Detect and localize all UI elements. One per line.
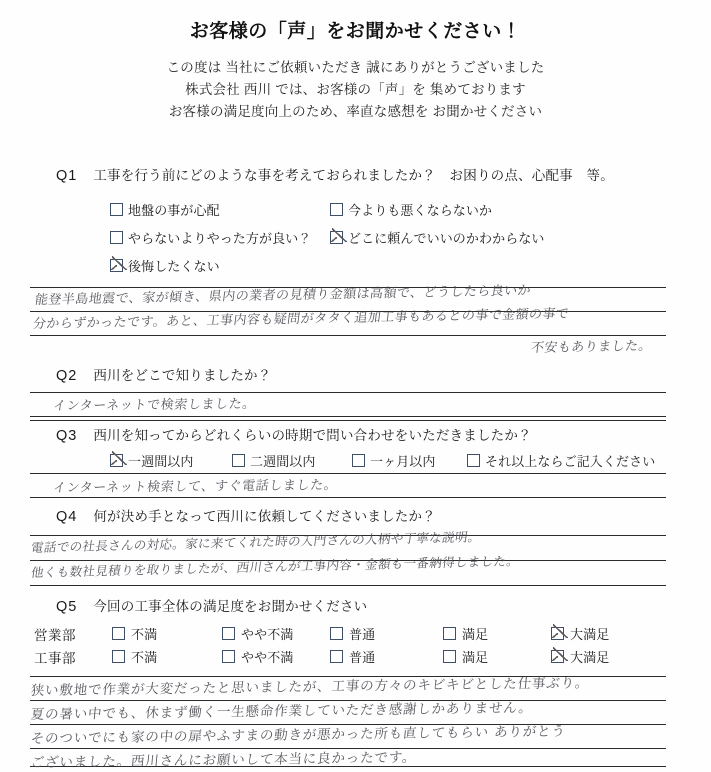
q4-handwritten-line-2: 他くも数社見積りを取りましたが、西川さんが工事内容・金額も一番納得しました。 [30, 553, 521, 581]
checkbox-icon[interactable] [467, 454, 480, 467]
question-q2 [56, 364, 271, 384]
rule-line [30, 473, 666, 474]
checkbox-icon[interactable] [443, 627, 456, 640]
rating-label: 普通 [349, 650, 376, 665]
checkbox-icon[interactable] [110, 203, 123, 216]
question-q4 [56, 505, 436, 525]
page-title: お客様の「声」をお聞かせください！ [189, 21, 522, 42]
rating-label: 不満 [131, 650, 158, 665]
q1-option-yattahouga[interactable] [110, 228, 311, 247]
q5-handwritten-line-2: 夏の暑い中でも、休まず働く一生懸命作業していただき感謝しかありません。 [30, 700, 534, 723]
q1-option-warukunaranaika[interactable] [330, 200, 492, 219]
rating-label: 大満足 [570, 627, 610, 642]
rating-label: やや不満 [241, 650, 294, 665]
q3-option-nishukan[interactable] [232, 451, 316, 470]
question-q3 [56, 424, 532, 444]
rating-label: 普通 [349, 627, 376, 642]
sales-rating-dai-manzoku[interactable] [551, 624, 661, 643]
q1-option-dokoni-tanomu[interactable] [330, 228, 545, 247]
construction-rating-dai-manzoku[interactable] [551, 647, 661, 666]
q1-option-label: 今よりも悪くならないか [348, 203, 493, 218]
header-subtitle-line-1: この度は 当社にご依頼いただき 誠にありがとうございました [166, 59, 545, 75]
q1-text: 工事を行う前にどのような事を考えておられましたか？ お困りの点、心配事 等。 [93, 168, 614, 183]
table-row [34, 622, 664, 645]
sales-rating-manzoku[interactable] [443, 624, 551, 643]
checkbox-checked-icon[interactable] [110, 454, 123, 467]
construction-rating-fuman[interactable] [112, 647, 222, 666]
rating-label: 不満 [131, 627, 158, 642]
checkbox-checked-icon[interactable] [330, 231, 343, 244]
question-q5 [56, 595, 367, 615]
q1-option-koukai-shitakunai[interactable] [110, 256, 220, 275]
rule-line [30, 585, 666, 586]
q2-text: 西川をどこで知りましたか？ [93, 368, 272, 383]
q2-handwritten-line-1: インターネットで検索しました。 [52, 396, 257, 414]
checkbox-checked-icon[interactable] [110, 259, 123, 272]
checkbox-icon[interactable] [222, 650, 235, 663]
q3-option-label: 一ヶ月以内 [370, 454, 436, 469]
q1-option-label: やらないよりやった方が良い？ [128, 231, 312, 246]
q1-handwritten-line-3: 不安もありました。 [530, 338, 653, 356]
q1-number: Q1 [56, 168, 78, 184]
checkbox-icon[interactable] [232, 454, 245, 467]
row-label-construction: 工事部 [34, 650, 76, 666]
checkbox-checked-icon[interactable] [551, 650, 564, 663]
checkbox-icon[interactable] [443, 650, 456, 663]
rating-label: 大満足 [570, 650, 610, 665]
rule-line [30, 420, 666, 421]
construction-rating-manzoku[interactable] [443, 647, 551, 666]
checkbox-icon[interactable] [112, 650, 125, 663]
q3-option-isshukan[interactable] [110, 451, 194, 470]
rating-label: やや不満 [241, 627, 294, 642]
checkbox-icon[interactable] [330, 650, 343, 663]
q4-text: 何が決め手となって西川に依頼してくださいましたか？ [93, 509, 436, 524]
header-subtitle-line-2: 株式会社 西川 では、お客様の「声」を 集めております [185, 81, 526, 97]
q3-text: 西川を知ってからどれくらいの時期で問い合わせをいただきましたか？ [93, 428, 532, 443]
sales-rating-yaya-fuman[interactable] [222, 624, 330, 643]
q3-number: Q3 [56, 428, 78, 444]
rating-label: 満足 [462, 627, 489, 642]
checkbox-icon[interactable] [330, 627, 343, 640]
document-header [0, 0, 711, 123]
q1-option-label: 地盤の事が心配 [128, 203, 220, 218]
sales-rating-futsuu[interactable] [330, 624, 443, 643]
header-subtitle-line-3: お客様の満足度向上のため、率直な感想を お聞かせください [168, 103, 543, 119]
q5-handwritten-line-3: そのついでにも家の中の扉やふすまの動きが悪かった所も直してもらい ありがとう [30, 723, 567, 747]
sales-rating-fuman[interactable] [112, 624, 222, 643]
q3-option-label: 一週間以内 [128, 454, 194, 469]
rating-label: 満足 [462, 650, 489, 665]
q5-number: Q5 [56, 599, 78, 615]
checkbox-icon[interactable] [352, 454, 365, 467]
construction-rating-futsuu[interactable] [330, 647, 443, 666]
satisfaction-table [34, 622, 664, 668]
q1-handwritten-line-2: 分からずかったです。あと、工事内容も疑問がタタく追加工事もあるとの事で金額の事で [32, 306, 571, 332]
checkbox-icon[interactable] [330, 203, 343, 216]
checkbox-icon[interactable] [112, 627, 125, 640]
q4-handwritten-line-1: 電話での社長さんの対応。家に来てくれた時の入門さんの人柄や丁寧な説明。 [30, 529, 482, 556]
q5-handwritten-line-4: ございました。西川さんにお願いして本当に良かったです。 [30, 749, 418, 771]
q3-option-label: それ以上ならご記入ください [485, 454, 656, 469]
q3-option-label: 二週間以内 [250, 454, 316, 469]
q5-text: 今回の工事全体の満足度をお聞かせください [93, 599, 368, 614]
checkbox-icon[interactable] [222, 627, 235, 640]
rule-line [30, 416, 666, 417]
checkbox-icon[interactable] [110, 231, 123, 244]
q1-option-label: 後悔したくない [128, 259, 220, 274]
q1-option-jiban[interactable] [110, 200, 220, 219]
q1-option-label: どこに頼んでいいのかわからない [348, 231, 545, 246]
rule-line [30, 392, 666, 393]
q3-handwritten-line-1: インターネット検索して、すぐ電話しました。 [52, 478, 339, 496]
q5-handwritten-line-1: 狭い敷地で作業が大変だったと思いましたが、工事の方々のキビキビとした仕事ぶり。 [30, 675, 590, 699]
q3-option-sore-ijou[interactable] [467, 451, 655, 470]
q1-handwritten-line-1: 能登半島地震で、家が傾き、県内の業者の見積り金額は高額で、どうしたら良いか [34, 283, 532, 308]
checkbox-checked-icon[interactable] [551, 627, 564, 640]
q4-number: Q4 [56, 509, 78, 525]
construction-rating-yaya-fuman[interactable] [222, 647, 330, 666]
q2-number: Q2 [56, 368, 78, 384]
table-row [34, 645, 664, 668]
question-q1 [56, 164, 614, 184]
row-label-sales: 営業部 [34, 627, 76, 643]
rule-line [30, 497, 666, 498]
q3-option-ikkagetsu[interactable] [352, 451, 436, 470]
